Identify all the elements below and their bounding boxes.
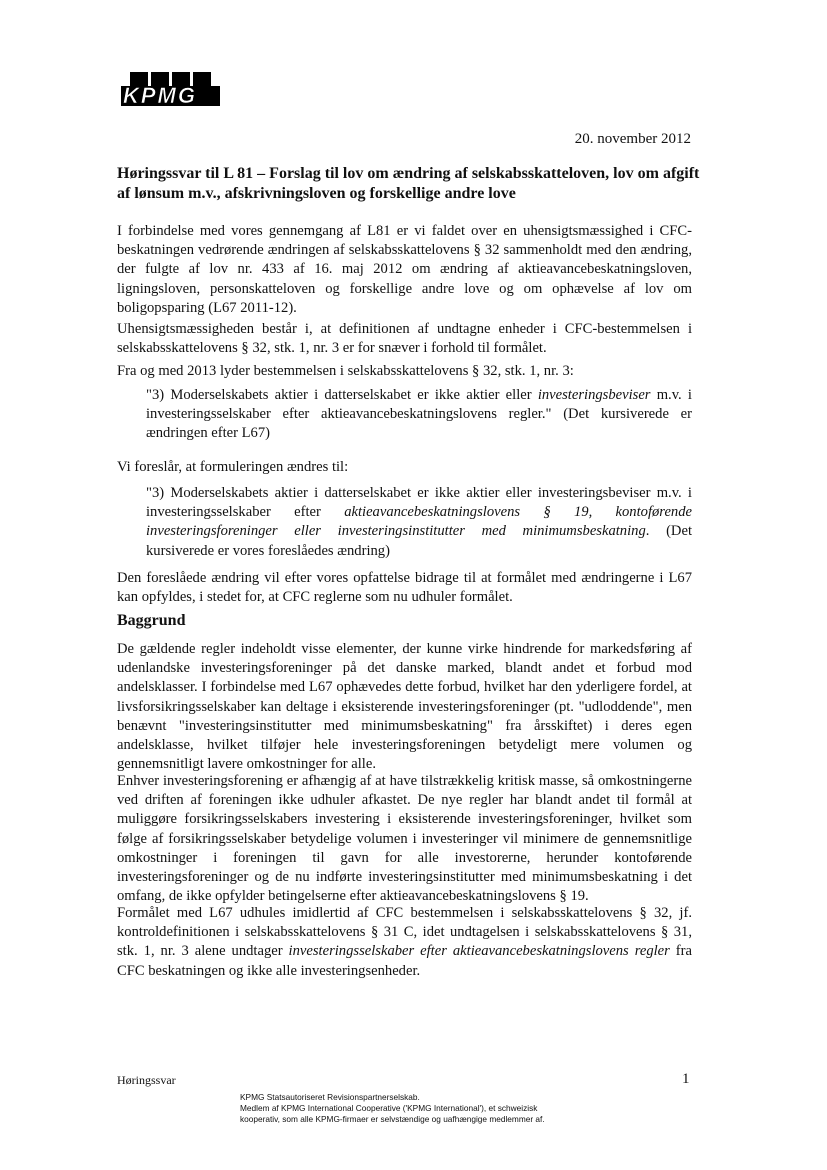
section-heading: Baggrund — [117, 612, 186, 629]
paragraph-background-3 — [117, 904, 692, 981]
footer-label: Høringssvar — [117, 1073, 176, 1087]
quote-proposed-wording — [146, 484, 692, 561]
paragraph-background-1: De gældende regler indeholdt visse elementer, der kunne virke hindrende for markedsføring af udenlandske investeringsforeninger på det danske marked, blandt andet et forbud mod andelsklasser. I forbindelse med L67 ophævedes dette forbud, hvilket har den yderligere fordel, at livsforsikringsselskaber kan deltage i eksisterende investeringsforeninger (pt. "udloddende", men benævnt "investeringsinstitutter med minimumsbeskatning" fra årsskiftet) i deres egen andelsklasse, hvilket tilføjer hele investeringsforeningen betydeligt mere volumen og gennemsnitligt lavere omkostninger for alle. — [117, 641, 692, 773]
paragraph-conclusion: Den foreslåede ændring vil efter vores opfattelse bidrage til at formålet med ændringerne i L67 kan opfyldes, i stedet for, at CFC reglerne som nu udhuler formålet. — [117, 570, 692, 606]
svg-text:KPMG: KPMG — [123, 83, 197, 106]
quote-proposed-part-a: "3) Moderselskabets aktier i datterselskabet er ikke aktier eller investeringsbeviser m.v. i investeringsselskaber efter — [146, 485, 692, 521]
paragraph-issue: Uhensigtsmæssigheden består i, at definitionen af undtagne enheder i CFC-bestemmelsen i selskabsskattelovens § 32, stk. 1, nr. 3 er for snæver i forhold til formålet. — [117, 321, 692, 357]
page-number: 1 — [682, 1071, 690, 1087]
document-date: 20. november 2012 — [574, 131, 691, 147]
quote-proposed-italic: aktieavancebeskatningslovens § 19, kontoførende investeringsforeninger eller investeringsinstitutter med minimumsbeskatning — [146, 504, 692, 540]
paragraph-background-2: Enhver investeringsforening er afhængig af at have tilstrækkelig kritisk masse, så omkostningerne ved driften af foreningen ikke udhuler afkastet. De nye regler har blandt andet til formål at muliggøre forsikringsselskabers investering i eksisterende investeringsforeninger, hvilket som følge af forsikringsselskaber betydelige volumen i investeringer vil minimere de gennemsnitlige omkostninger i foreningen til gavn for alle investorerne, herunder kontoførende investeringsforeninger og de nu indførte investeringsinstitutter med minimumsbeskatning i det omfang, de ikke opfylder betingelserne efter aktieavancebeskatningslovens § 19. — [117, 773, 692, 905]
footer-legal-line-3: kooperativ, som alle KPMG-firmaer er selvstændige og uafhængige medlemmer af. — [240, 1114, 545, 1124]
paragraph-proposal: Vi foreslår, at formuleringen ændres til: — [117, 459, 349, 475]
quote-current-italic: investeringsbeviser — [537, 387, 651, 403]
footer-legal-line-1: KPMG Statsautoriseret Revisionspartnerselskab. — [240, 1092, 420, 1102]
quote-current-part-a: "3) Moderselskabets aktier i datterselskabet er ikke aktier eller — [146, 387, 538, 403]
kpmg-logo — [117, 72, 220, 106]
background-3-italic: investeringsselskaber efter aktieavancebeskatningslovens regler — [288, 943, 670, 960]
quote-current-wording — [146, 386, 692, 444]
paragraph-current-rule: Fra og med 2013 lyder bestemmelsen i selskabsskattelovens § 32, stk. 1, nr. 3: — [117, 363, 574, 379]
document-title: Høringssvar til L 81 – Forslag til lov om ændring af selskabsskatteloven, lov om afgift af lønsum m.v., afskrivningsloven og forskellige andre love — [117, 165, 700, 202]
quote-current-part-c: m.v. i investeringsselskaber efter aktieavancebeskatningslovens regler." (Det kursiverede er ændringen efter L67) — [146, 387, 692, 442]
footer-legal-line-2: Medlem af KPMG International Cooperative ('KPMG International'), et schweizisk — [240, 1103, 538, 1113]
paragraph-intro: I forbindelse med vores gennemgang af L81 er vi faldet over en uhensigtsmæssighed i CFC-beskatningen vedrørende ændringen af selskabsskattelovens § 32 sammenholdt med den ændring, der fulgte af lov nr. 433 af 16. maj 2012 om ændring af aktieavancebeskatningsloven, ligningsloven, personskatteloven og forskellige andre love og om ophævelse af lov om boligopsparing (L67 2011-12). — [117, 223, 692, 316]
background-3-part-a: Formålet med L67 udhules imidlertid af CFC bestemmelsen i selskabsskattelovens § 32, jf. kontroldefinitionen i selskabsskattelovens § 31 C, idet undtagelsen i selskabsskattelovens § 31, stk. 1, nr. 3 alene undtager — [117, 905, 692, 960]
footer-legal — [240, 1092, 660, 1125]
quote-proposed-part-c: . (Det kursiverede er vores foreslåedes ændring) — [146, 523, 692, 559]
background-3-part-c: fra CFC beskatningen og ikke alle investeringsenheder. — [117, 943, 692, 979]
